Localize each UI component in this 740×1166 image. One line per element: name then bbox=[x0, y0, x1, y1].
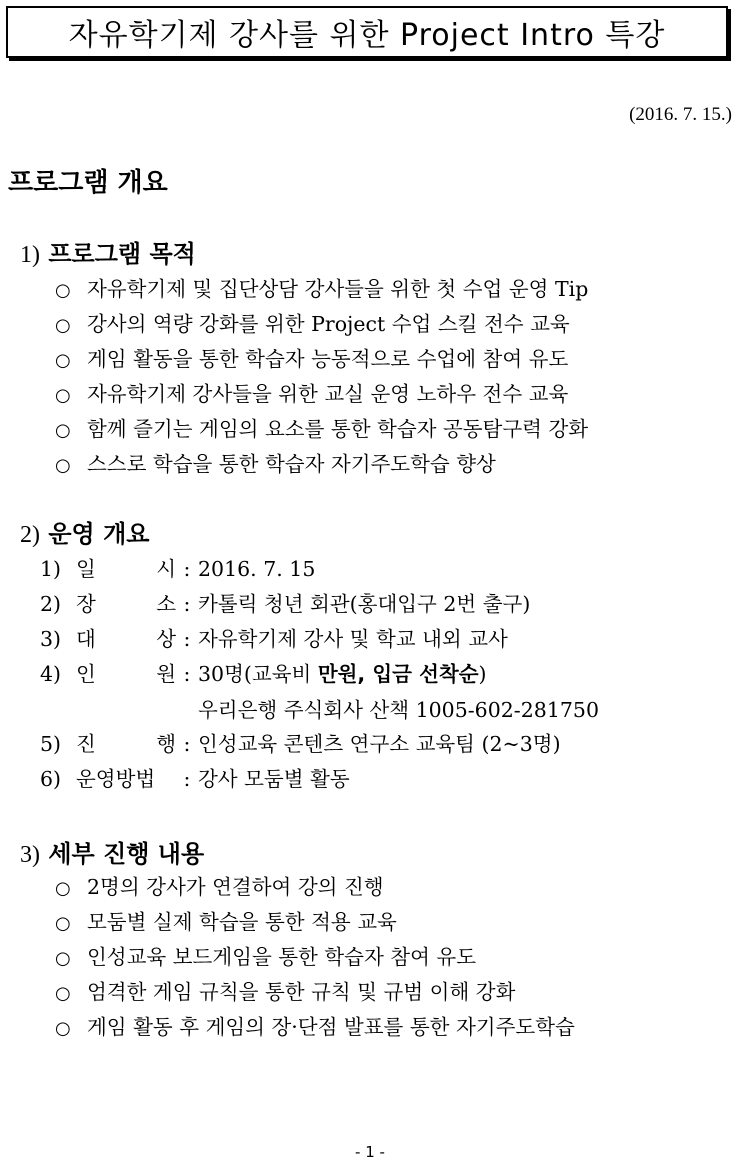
purpose-heading bbox=[20, 234, 196, 269]
details-list bbox=[55, 870, 575, 1045]
purpose-list bbox=[55, 272, 588, 482]
list-item: ○ 인성교육 보드게임을 통한 학습자 참여 유도 bbox=[55, 940, 575, 975]
section-title: 프로그램 개요 bbox=[8, 168, 168, 198]
list-item: ○ 게임 활동 후 게임의 장·단점 발표를 통한 자기주도학습 bbox=[55, 1010, 575, 1045]
operation-number: 2) bbox=[20, 522, 40, 548]
circle-bullet-icon: ○ bbox=[55, 455, 71, 476]
circle-bullet-icon: ○ bbox=[55, 350, 71, 371]
page-number: - 1 - bbox=[355, 1143, 385, 1161]
circle-bullet-icon: ○ bbox=[55, 1018, 71, 1039]
list-item: ○ 자유학기제 및 집단상담 강사들을 위한 첫 수업 운영 Tip bbox=[55, 272, 588, 307]
list-item: ○ 엄격한 게임 규칙을 통한 규칙 및 규범 이해 강화 bbox=[55, 975, 575, 1010]
document-date: (2016. 7. 15.) bbox=[629, 104, 732, 125]
purpose-heading-text: 프로그램 목적 bbox=[48, 240, 196, 268]
operation-row-capacity: 4) 인 원 : 30명(교육비 만원, 입금 선착순) bbox=[40, 662, 487, 686]
details-heading-text: 세부 진행 내용 bbox=[48, 840, 205, 868]
circle-bullet-icon: ○ bbox=[55, 948, 71, 969]
circle-bullet-icon: ○ bbox=[55, 315, 71, 336]
circle-bullet-icon: ○ bbox=[55, 280, 71, 301]
operation-row-date: 1) 일 시 : 2016. 7. 15 bbox=[40, 557, 316, 581]
operation-heading bbox=[20, 514, 149, 549]
operation-row-target: 3) 대 상 : 자유학기제 강사 및 학교 내외 교사 bbox=[40, 627, 508, 651]
circle-bullet-icon: ○ bbox=[55, 983, 71, 1004]
document-title: 자유학기제 강사를 위한 Project Intro 특강 bbox=[6, 6, 728, 58]
operation-row-staff: 5) 진 행 : 인성교육 콘텐츠 연구소 교육팀 (2~3명) bbox=[40, 732, 561, 756]
circle-bullet-icon: ○ bbox=[55, 385, 71, 406]
operation-row-place: 2) 장 소 : 카톨릭 청년 회관(홍대입구 2번 출구) bbox=[40, 592, 531, 616]
bank-account: 우리은행 주식회사 산책 1005-602-281750 bbox=[198, 698, 599, 722]
details-number: 3) bbox=[20, 842, 40, 868]
list-item: ○ 강사의 역량 강화를 위한 Project 수업 스킬 전수 교육 bbox=[55, 307, 588, 342]
operation-row-method: 6) 운영방법 : 강사 모둠별 활동 bbox=[40, 767, 350, 791]
list-item: ○ 스스로 학습을 통한 학습자 자기주도학습 향상 bbox=[55, 447, 588, 482]
details-heading bbox=[20, 834, 204, 869]
circle-bullet-icon: ○ bbox=[55, 878, 71, 899]
list-item: ○ 함께 즐기는 게임의 요소를 통한 학습자 공동탐구력 강화 bbox=[55, 412, 588, 447]
circle-bullet-icon: ○ bbox=[55, 913, 71, 934]
list-item: ○ 자유학기제 강사들을 위한 교실 운영 노하우 전수 교육 bbox=[55, 377, 588, 412]
purpose-number: 1) bbox=[20, 242, 40, 268]
circle-bullet-icon: ○ bbox=[55, 420, 71, 441]
list-item: ○ 게임 활동을 통한 학습자 능동적으로 수업에 참여 유도 bbox=[55, 342, 588, 377]
list-item: ○ 2명의 강사가 연결하여 강의 진행 bbox=[55, 870, 575, 905]
operation-list bbox=[40, 552, 561, 797]
list-item: ○ 모둠별 실제 학습을 통한 적용 교육 bbox=[55, 905, 575, 940]
operation-heading-text: 운영 개요 bbox=[48, 520, 150, 548]
